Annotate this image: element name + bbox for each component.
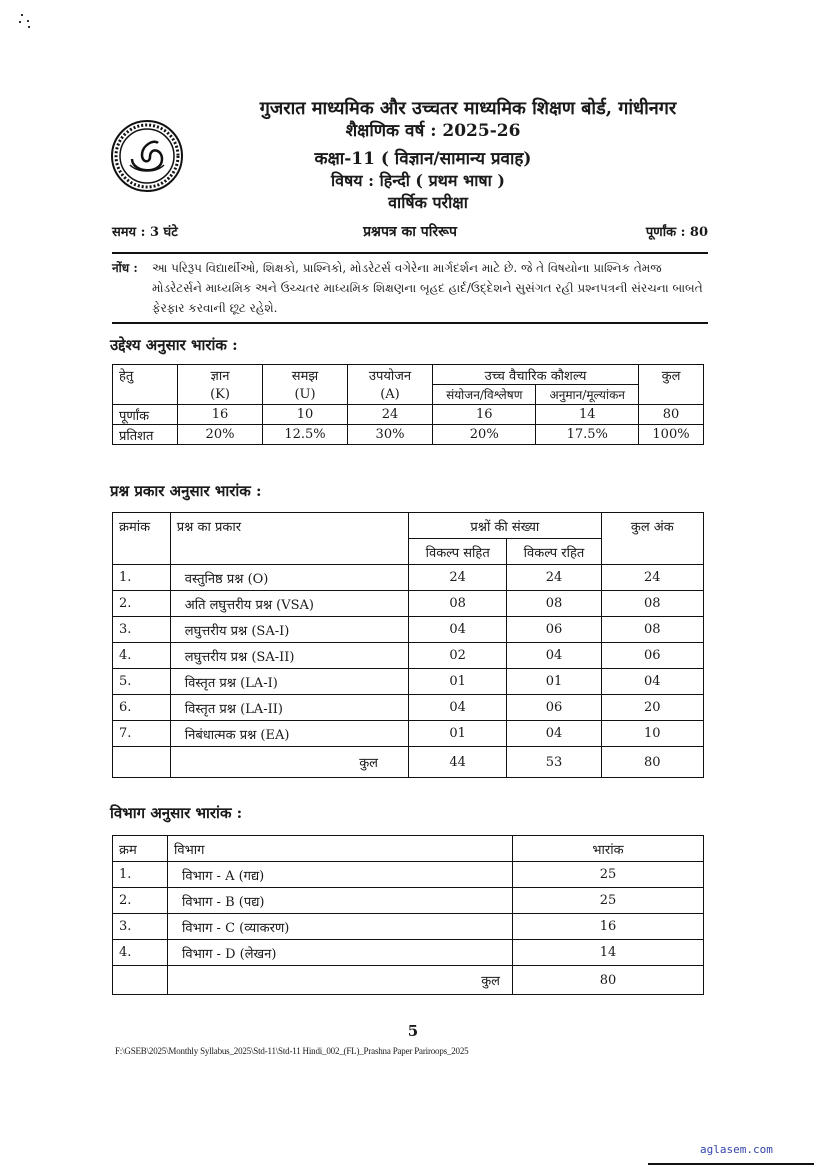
section-title-section-wise: विभाग अनुसार भारांक :: [110, 804, 243, 822]
note-text: આ પરિરૂપ વિદ્યાર્થીઓ, શિક્ષકો, પ્રાશ્નિકો, મોડરેટર્સ વગેરેના માર્ગદર્શન માટે છે. જે તે વિષયોના પ્રાશ્નિક તેમજ મોડરેટર્સને માધ્યમિક અને ઉચ્ચતર માધ્યમિક શિક્ષણના બૃહદ હાર્દ/ઉદ્દેશને સુસંગત રહી પ્રશ્નપત્રની સંરચના બાબતે ફેરફાર કરવાની છૂટ રહેશે.: [152, 261, 703, 315]
table-row: [113, 425, 704, 445]
table-cell: 17.5%: [536, 425, 639, 445]
question-type: लघुत्तरीय प्रश्न (SA-I): [170, 617, 408, 643]
table-cell: 04: [601, 669, 703, 695]
table-cell: 44: [409, 747, 507, 778]
table-cell: 53: [507, 747, 601, 778]
table-cell: 10: [601, 721, 703, 747]
table-row: [113, 643, 704, 669]
table-cell: 25: [513, 862, 704, 888]
table-cell: 08: [601, 617, 703, 643]
table-cell: 16: [178, 405, 263, 425]
academic-year: शैक्षणिक वर्ष : 2025-26: [345, 121, 521, 141]
table-cell: 24: [348, 405, 433, 425]
table-cell: 08: [409, 591, 507, 617]
watermark: aglasem.com: [700, 1143, 773, 1156]
table-cell: [113, 966, 168, 995]
table-row: [113, 914, 704, 940]
table-cell: 20%: [433, 425, 536, 445]
table-row: [113, 721, 704, 747]
question-type: वस्तुनिष्ठ प्रश्न (O): [170, 565, 408, 591]
total-label: कुल: [168, 966, 513, 995]
header-cell: प्रश्नों की संख्या: [409, 513, 602, 539]
row-serial: 3.: [113, 914, 168, 940]
header-cell: क्रमांक: [113, 513, 171, 539]
section-name: विभाग - C (व्याकरण): [168, 914, 513, 940]
note-block: [112, 258, 708, 318]
table-cell: 04: [409, 617, 507, 643]
exam-duration: समय : 3 घंटे: [112, 225, 178, 240]
table-cell: 24: [507, 565, 601, 591]
question-type: लघुत्तरीय प्रश्न (SA-II): [170, 643, 408, 669]
header-cell: उपयोजन: [348, 365, 433, 385]
table-cell: 100%: [639, 425, 704, 445]
section-name: विभाग - B (पद्य): [168, 888, 513, 914]
table-row: [113, 888, 704, 914]
total-label: कुल: [170, 747, 408, 778]
table-cell: 02: [409, 643, 507, 669]
header-cell: कुल अंक: [601, 513, 703, 539]
note-label: नोंध :: [112, 261, 138, 275]
table-cell: 06: [507, 695, 601, 721]
objective-weightage-table: [112, 364, 704, 445]
row-serial: 5.: [113, 669, 171, 695]
table-subheader-row: [113, 539, 704, 565]
table-header-row: [113, 836, 704, 862]
table-row: [113, 565, 704, 591]
header-cell: क्रम: [113, 836, 168, 862]
section-name: विभाग - D (लेखन): [168, 940, 513, 966]
header-cell: विकल्प सहित: [409, 539, 507, 565]
table-row: [113, 591, 704, 617]
table-cell: 25: [513, 888, 704, 914]
row-serial: 1.: [113, 565, 171, 591]
header-cell: अनुमान/मूल्यांकन: [536, 385, 639, 405]
table-cell: 06: [601, 643, 703, 669]
table-cell: 30%: [348, 425, 433, 445]
question-type: अति लघुत्तरीय प्रश्न (VSA): [170, 591, 408, 617]
exam-name: वार्षिक परीक्षा: [388, 193, 468, 212]
question-type: विस्तृत प्रश्न (LA-II): [170, 695, 408, 721]
header-cell: समझ: [263, 365, 348, 385]
header-cell: प्रश्न का प्रकार: [170, 513, 408, 539]
table-cell: 06: [507, 617, 601, 643]
header-cell: [601, 539, 703, 565]
table-header-row: [113, 365, 704, 385]
table-cell: 24: [409, 565, 507, 591]
header-cell: (U): [263, 385, 348, 405]
table-cell: 16: [513, 914, 704, 940]
total-marks: पूर्णांक : 80: [645, 225, 708, 240]
table-cell: 01: [409, 721, 507, 747]
row-serial: 4.: [113, 643, 171, 669]
header-cell: [639, 385, 704, 405]
header-cell: उच्च वैचारिक कौशल्य: [433, 365, 639, 385]
row-serial: 2.: [113, 888, 168, 914]
header-cell: संयोजन/विश्लेषण: [433, 385, 536, 405]
table-cell: 04: [507, 721, 601, 747]
row-serial: 3.: [113, 617, 171, 643]
row-label: प्रतिशत: [113, 425, 178, 445]
question-type-table: [112, 512, 704, 778]
table-cell: 04: [409, 695, 507, 721]
table-cell: 10: [263, 405, 348, 425]
paper-meta-row: [112, 222, 708, 244]
section-wise-table: [112, 835, 704, 995]
table-cell: 24: [601, 565, 703, 591]
section-title-objective: उद्देश्य अनुसार भारांक :: [110, 336, 238, 354]
header-cell: [113, 385, 178, 405]
divider: [112, 322, 708, 324]
divider: [648, 1163, 814, 1165]
row-serial: 4.: [113, 940, 168, 966]
table-total-row: [113, 747, 704, 778]
table-row: [113, 669, 704, 695]
section-name: विभाग - A (गद्य): [168, 862, 513, 888]
header-cell: विभाग: [168, 836, 513, 862]
table-cell: [113, 747, 171, 778]
header-cell: कुल: [639, 365, 704, 385]
header-cell: भारांक: [513, 836, 704, 862]
divider: [112, 252, 708, 254]
question-type: निबंधात्मक प्रश्न (EA): [170, 721, 408, 747]
table-cell: 08: [601, 591, 703, 617]
table-row: [113, 940, 704, 966]
table-row: [113, 617, 704, 643]
row-label: पूर्णांक: [113, 405, 178, 425]
table-cell: 14: [513, 940, 704, 966]
table-cell: 01: [409, 669, 507, 695]
header-cell: हेतु: [113, 365, 178, 385]
file-path: F:\GSEB\2025\Monthly Syllabus_2025\Std-11\Std-11 Hindi_002_(FL)_Prashna Paper Pariroops_2025: [115, 1046, 469, 1056]
table-row: [113, 862, 704, 888]
table-cell: 01: [507, 669, 601, 695]
section-title-question-type: प्रश्न प्रकार अनुसार भारांक :: [110, 482, 262, 500]
board-logo-icon: [110, 119, 184, 193]
table-subheader-row: [113, 385, 704, 405]
subject: विषय : हिन्दी ( प्रथम भाषा ): [331, 171, 505, 190]
table-cell: 80: [513, 966, 704, 995]
header-cell: विकल्प रहित: [507, 539, 601, 565]
class-stream: कक्षा-11 ( विज्ञान/सामान्य प्रवाह): [314, 149, 532, 169]
header-cell: (A): [348, 385, 433, 405]
table-cell: 04: [507, 643, 601, 669]
table-cell: 08: [507, 591, 601, 617]
board-name: गुजरात माध्यमिक और उच्चतर माध्यमिक शिक्षण बोर्ड, गांधीनगर: [259, 98, 677, 119]
table-row: [113, 405, 704, 425]
question-type: विस्तृत प्रश्न (LA-I): [170, 669, 408, 695]
table-header-row: [113, 513, 704, 539]
row-serial: 6.: [113, 695, 171, 721]
paper-title: प्रश्नपत्र का परिरूप: [363, 224, 457, 240]
table-cell: 14: [536, 405, 639, 425]
header-cell: ज्ञान: [178, 365, 263, 385]
row-serial: 2.: [113, 591, 171, 617]
row-serial: 1.: [113, 862, 168, 888]
table-cell: 80: [639, 405, 704, 425]
scan-specks: [18, 12, 38, 32]
header-cell: [170, 539, 408, 565]
table-cell: 12.5%: [263, 425, 348, 445]
header-cell: [113, 539, 171, 565]
header-cell: (K): [178, 385, 263, 405]
table-row: [113, 695, 704, 721]
page-number: 5: [407, 1022, 419, 1040]
row-serial: 7.: [113, 721, 171, 747]
table-cell: 16: [433, 405, 536, 425]
table-cell: 20: [601, 695, 703, 721]
table-total-row: [113, 966, 704, 995]
table-cell: 20%: [178, 425, 263, 445]
table-cell: 80: [601, 747, 703, 778]
